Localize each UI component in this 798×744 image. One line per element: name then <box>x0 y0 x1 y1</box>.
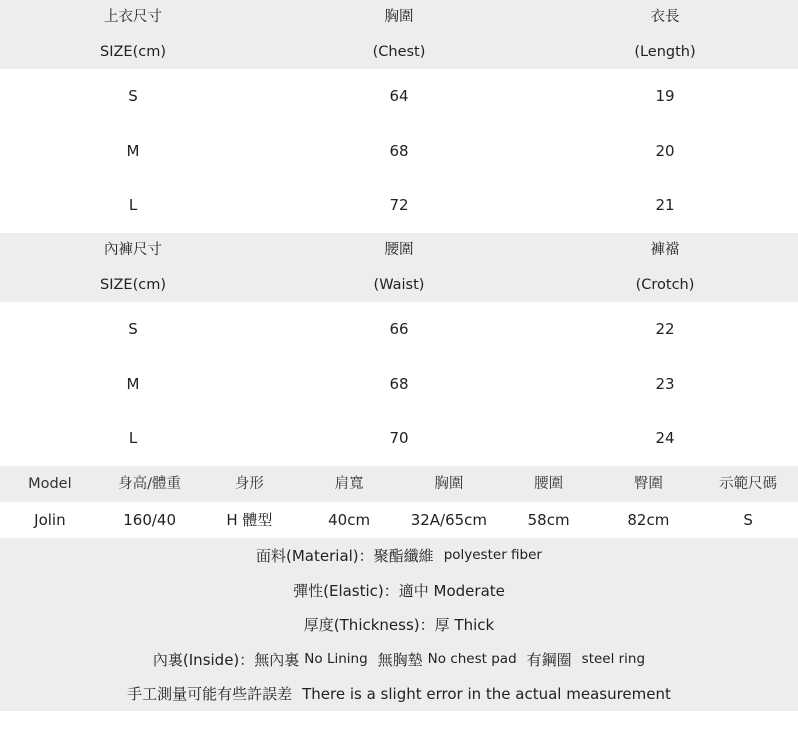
header-cell: (Length) <box>634 43 696 60</box>
table-row <box>0 302 798 357</box>
chest-cell: 72 <box>389 196 409 215</box>
length-cell: 20 <box>655 141 675 160</box>
size-cell: L <box>128 429 138 448</box>
header-cell: 肩寬 <box>334 475 364 492</box>
length-cell: 19 <box>655 86 675 105</box>
inside-en1: No Lining <box>304 651 368 668</box>
header-cell: Model <box>28 475 72 492</box>
table-row <box>0 411 798 466</box>
size-cell: M <box>126 141 140 160</box>
table-row <box>0 69 798 124</box>
thickness-label: 厚度(Thickness)： <box>303 616 435 635</box>
table-row <box>0 178 798 233</box>
top-header-row-zh <box>0 0 798 35</box>
chest-cell: 32A/65cm <box>410 510 488 529</box>
bottom-size-table <box>0 233 798 466</box>
top-table-header <box>0 0 798 69</box>
height-weight-cell: 160/40 <box>123 510 177 529</box>
crotch-cell: 23 <box>655 374 675 393</box>
material-en: polyester fiber <box>443 547 542 564</box>
size-cell: S <box>128 319 138 338</box>
error-line <box>0 677 798 712</box>
header-cell: SIZE(cm) <box>100 276 166 293</box>
header-cell: (Chest) <box>372 43 426 60</box>
top-size-table <box>0 0 798 233</box>
top-header-row-en <box>0 35 798 70</box>
chest-cell: 68 <box>389 141 409 160</box>
table-row <box>0 502 798 538</box>
chest-cell: 64 <box>389 86 409 105</box>
material-label: 面料(Material)： <box>256 546 374 565</box>
length-cell: 21 <box>655 196 675 215</box>
header-cell: 臀圍 <box>633 475 663 492</box>
inside-line <box>0 642 798 677</box>
header-cell: 上衣尺寸 <box>104 9 162 25</box>
header-cell: SIZE(cm) <box>100 43 166 60</box>
waist-cell: 58cm <box>527 510 570 529</box>
table-row <box>0 124 798 179</box>
header-cell: 胸圍 <box>384 9 414 25</box>
top-table-body <box>0 69 798 233</box>
size-cell: M <box>126 374 140 393</box>
inside-en2: No chest pad <box>427 651 517 668</box>
header-cell: (Waist) <box>373 276 425 293</box>
bottom-header-row-en <box>0 268 798 303</box>
header-cell: 身高/體重 <box>118 475 182 492</box>
header-cell: 內褲尺寸 <box>104 242 162 259</box>
header-cell: 腰圍 <box>534 475 564 492</box>
elastic-value: 適中 Moderate <box>398 581 505 600</box>
body-shape-cell: H 體型 <box>226 510 273 529</box>
shoulder-cell: 40cm <box>328 510 371 529</box>
size-cell: S <box>128 86 138 105</box>
waist-cell: 70 <box>389 429 409 448</box>
header-cell: 示範尺碼 <box>719 475 778 492</box>
material-zh: 聚酯纖維 <box>373 546 434 565</box>
model-table-header <box>0 466 798 502</box>
inside-label: 內裏(Inside)： <box>152 650 255 669</box>
size-cell: L <box>128 196 138 215</box>
error-en: There is a slight error in the actual measurement <box>302 684 671 703</box>
table-row <box>0 357 798 412</box>
hip-cell: 82cm <box>627 510 670 529</box>
elastic-label: 彈性(Elastic)： <box>293 581 399 600</box>
crotch-cell: 22 <box>655 319 675 338</box>
model-table <box>0 466 798 538</box>
bottom-table-header <box>0 233 798 302</box>
header-cell: 身形 <box>234 475 264 492</box>
header-cell: 腰圍 <box>384 242 414 259</box>
thickness-line <box>0 607 798 642</box>
material-line <box>0 538 798 573</box>
error-zh: 手工測量可能有些許誤差 <box>127 685 293 704</box>
model-name-cell: Jolin <box>34 510 66 529</box>
bottom-table-body <box>0 302 798 466</box>
model-size-cell: S <box>743 510 753 529</box>
inside-zh1: 無內裏 <box>254 650 300 669</box>
crotch-cell: 24 <box>655 429 675 448</box>
inside-zh3: 有鋼圈 <box>526 650 572 669</box>
bottom-header-row-zh <box>0 233 798 268</box>
material-notes <box>0 538 798 711</box>
elastic-line <box>0 573 798 608</box>
header-cell: 衣長 <box>650 9 680 25</box>
header-cell: 胸圍 <box>434 475 464 492</box>
thickness-value: 厚 Thick <box>434 616 495 635</box>
waist-cell: 66 <box>389 319 409 338</box>
inside-en3: steel ring <box>581 651 646 668</box>
inside-zh2: 無胸墊 <box>377 650 423 669</box>
header-cell: (Crotch) <box>635 276 695 293</box>
waist-cell: 68 <box>389 374 409 393</box>
header-cell: 褲襠 <box>650 242 680 259</box>
